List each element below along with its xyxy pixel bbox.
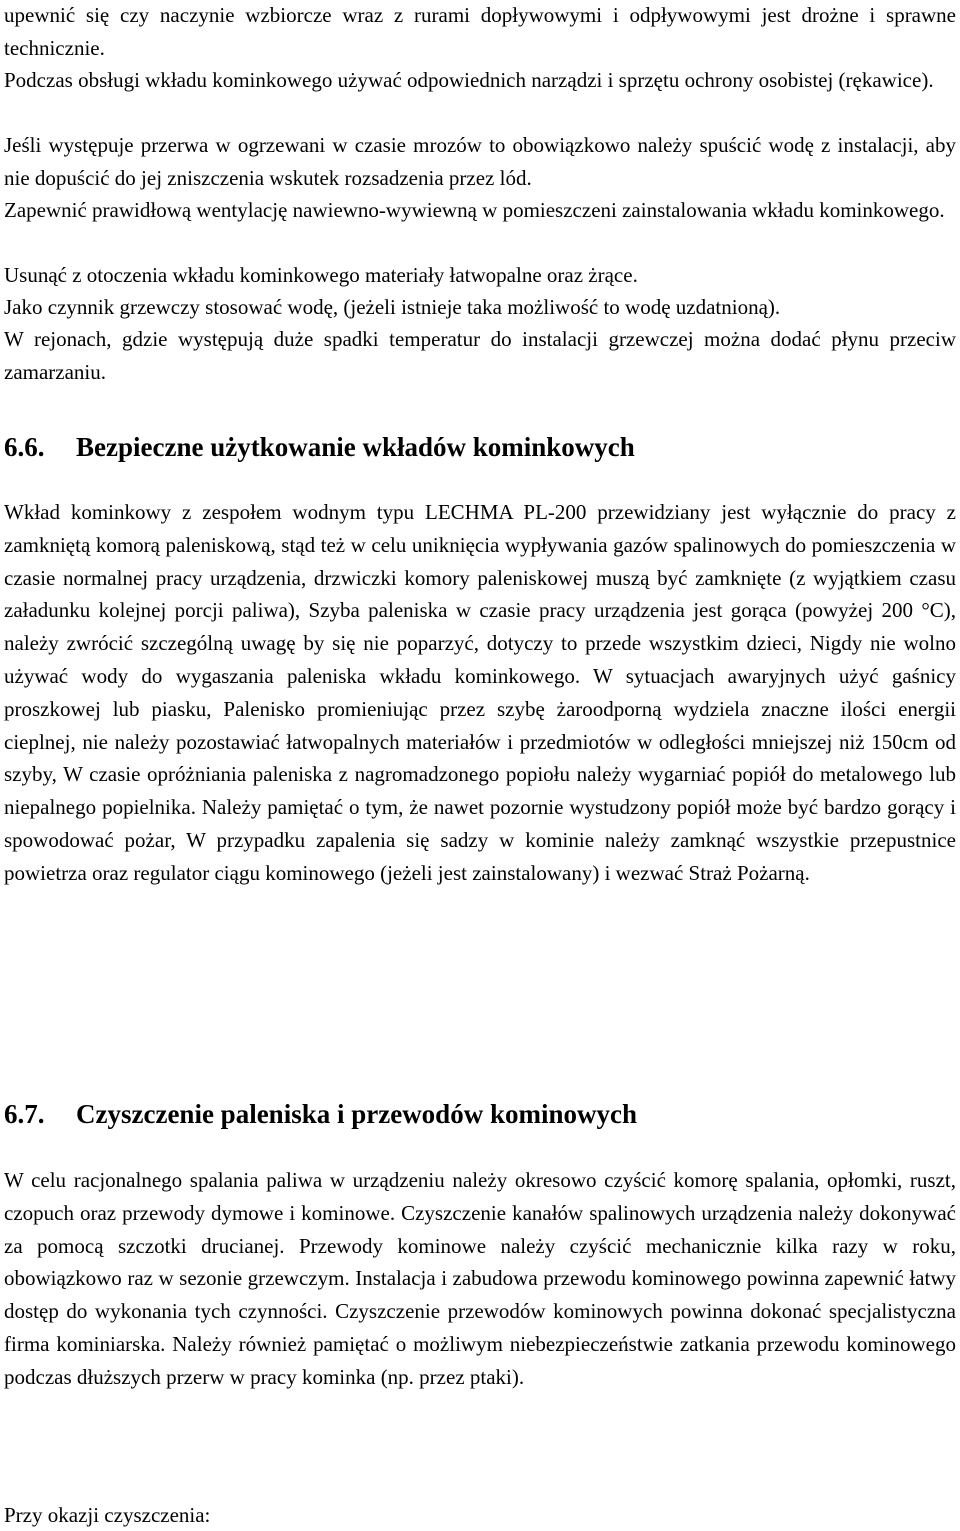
footer-text: Przy okazji czyszczenia: xyxy=(4,1503,211,1527)
intro-paragraph-2: Podczas obsługi wkładu kominkowego używać odpowiednich narządzi i sprzętu ochrony osobistej (rękawice). xyxy=(4,68,934,92)
section-6-7-heading xyxy=(4,1097,637,1131)
section-title: Bezpieczne użytkowanie wkładów kominkowych xyxy=(76,432,635,462)
section-number: 6.6. xyxy=(4,432,45,462)
section-6-7-body: W celu racjonalnego spalania paliwa w urządzeniu należy okresowo czyścić komorę spalania, opłomki, ruszt, czopuch oraz przewody dymowe i kominowe. Czyszczenie kanałów spalinowych urządzenia należy dokonywać za pomocą szczotki drucianej. Przewody kominowe należy czyścić mechanicznie kilka razy w roku, obowiązkowo raz w sezonie grzewczym. Instalacja i zabudowa przewodu kominowego powinna zapewnić łatwy dostęp do wykonania tych czynności. Czyszczenie przewodów kominowych powinna dokonać specjalistyczna firma kominiarska. Należy również pamiętać o możliwym niebezpieczeństwie zatkania przewodu kominowego podczas dłuższych przerw w pracy kominka (np. przez ptaki). xyxy=(4,1168,956,1389)
intro-paragraph-5: Usunąć z otoczenia wkładu kominkowego materiały łatwopalne oraz żrące. xyxy=(4,263,638,287)
intro-paragraph-1: upewnić się czy naczynie wzbiorcze wraz z rurami dopływowymi i odpływowymi jest drożne i sprawne technicznie. xyxy=(4,3,956,60)
intro-paragraph-7: W rejonach, gdzie występują duże spadki temperatur do instalacji grzewczej można dodać płynu przeciw zamarzaniu. xyxy=(4,327,956,384)
intro-paragraph-3: Jeśli występuje przerwa w ogrzewani w czasie mrozów to obowiązkowo należy spuścić wodę z instalacji, aby nie dopuścić do jej zniszczenia wskutek rozsadzenia przez lód. xyxy=(4,133,956,190)
intro-paragraph-6: Jako czynnik grzewczy stosować wodę, (jeżeli istnieje taka możliwość to wodę uzdatnioną). xyxy=(4,295,781,319)
section-6-6-body: Wkład kominkowy z zespołem wodnym typu LECHMA PL-200 przewidziany jest wyłącznie do pracy z zamkniętą komorą paleniskową, stąd też w celu uniknięcia wypływania gazów spalinowych do pomieszczenia w czasie normalnej pracy urządzenia, drzwiczki komory paleniskowej muszą być zamknięte (z wyjątkiem czasu załadunku kolejnej porcji paliwa), Szyba paleniska w czasie pracy urządzenia jest gorąca (powyżej 200 °C), należy zwrócić szczególną uwagę by się nie poparzyć, dotyczy to przede wszystkim dzieci, Nigdy nie wolno używać wody do wygaszania paleniska wkładu kominkowego. W sytuacjach awaryjnych użyć gaśnicy proszkowej lub piasku, Palenisko promieniując przez szybę żaroodporną wydziela znaczne ilości energii cieplnej, nie należy pozostawiać łatwopalnych materiałów i przedmiotów w odległości mniejszej niż 150cm od szyby, W czasie opróżniania paleniska z nagromadzonego popiołu należy wygarniać popiół do metalowego lub niepalnego popielnika. Należy pamiętać o tym, że nawet pozornie wystudzony popiół może być bardzo gorący i spowodować pożar, W przypadku zapalenia się sadzy w kominie należy zamknąć wszystkie przepustnice powietrza oraz regulator ciągu kominowego (jeżeli jest zainstalowany) i wezwać Straż Pożarną. xyxy=(4,500,956,885)
section-6-6-heading xyxy=(4,430,635,464)
section-title: Czyszczenie paleniska i przewodów kominowych xyxy=(76,1099,637,1129)
section-number: 6.7. xyxy=(4,1099,45,1129)
intro-paragraph-4: Zapewnić prawidłową wentylację nawiewno-wywiewną w pomieszczeni zainstalowania wkładu kominkowego. xyxy=(4,198,945,222)
